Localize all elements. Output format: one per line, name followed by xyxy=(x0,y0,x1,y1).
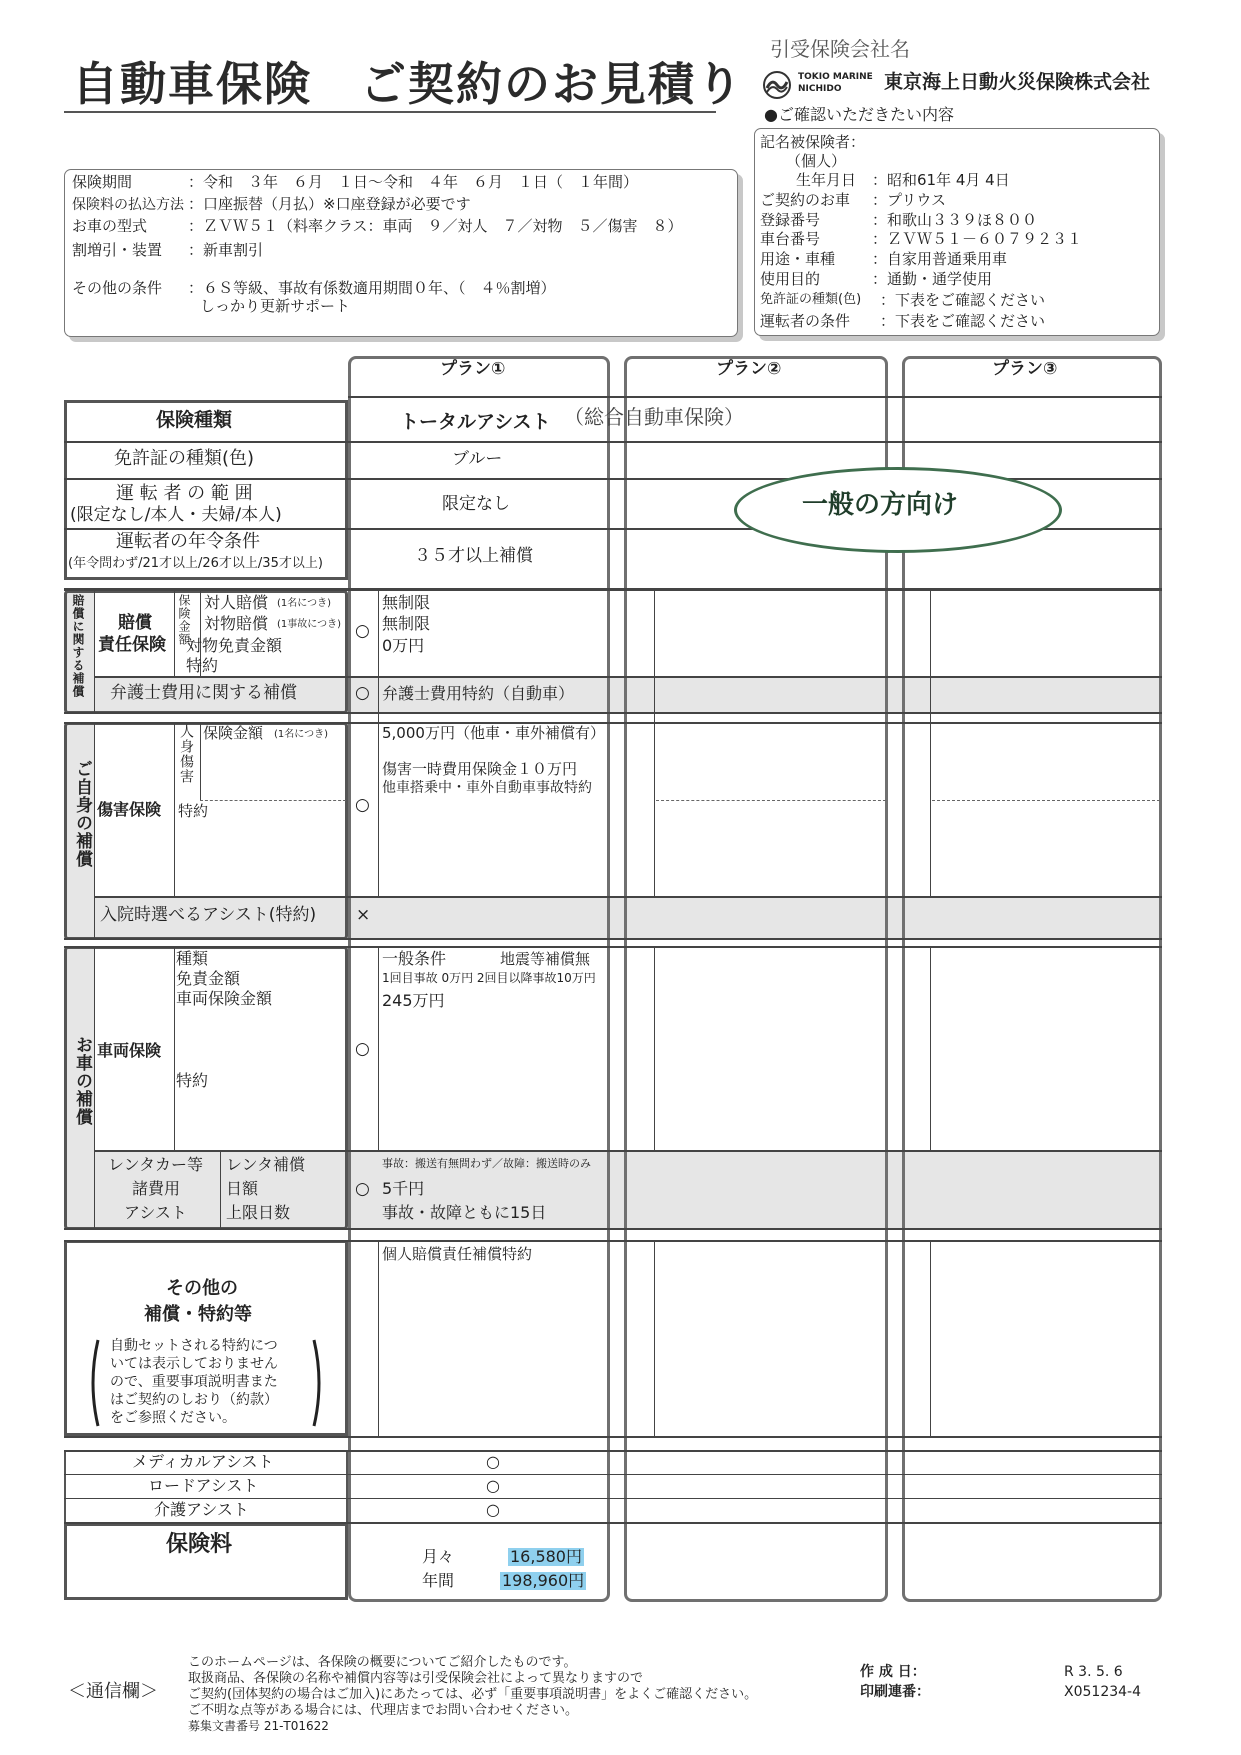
liability-rider-label: 特約 xyxy=(186,656,219,675)
premium-monthly-label: 月々 xyxy=(422,1547,455,1566)
insurance-type-label: 保険種類 xyxy=(156,409,233,431)
insured-name-label: 記名被保険者： xyxy=(760,133,866,151)
table-rule-14 xyxy=(64,1436,1162,1438)
created-label: 作 成 日： xyxy=(860,1664,926,1680)
dashed-divider-1 xyxy=(656,800,886,801)
other-note-line-3: ので、重要事項説明書また xyxy=(110,1374,278,1390)
other-note-line-2: いては表示しておりません xyxy=(110,1356,278,1372)
self-value-1: 5,000万円（他車・車外補償有） xyxy=(382,724,605,742)
comm-label: ＜通信欄＞ xyxy=(68,1681,158,1702)
premium-label: 保険料 xyxy=(166,1532,233,1557)
license-color-value: ブルー xyxy=(452,449,503,469)
purpose-value: ：通勤・通学使用 xyxy=(872,270,993,288)
table-rule-31 xyxy=(654,590,655,896)
driver-range-value: 限定なし xyxy=(442,494,510,514)
chassis-value: ：ＺＶＷ５１－６０７９２３１ xyxy=(872,230,1083,248)
vehicle-value-2: 1回目事故 0万円 2回目以降事故10万円 xyxy=(382,971,596,985)
purpose-label: 使用目的 xyxy=(760,270,821,288)
period-label: 保険期間 xyxy=(72,173,133,191)
other-note-line-4: はご契約のしおり（約款） xyxy=(110,1392,278,1408)
table-rule-17 xyxy=(64,1498,1162,1499)
recruit-number: 募集文書番号 21-T01622 xyxy=(188,1719,329,1733)
lawyer-value: 弁護士費用特約（自動車） xyxy=(382,684,575,703)
model-value: ：ＺＶＷ５１（料率クラス：車両 ９／対人 ７／対物 ５／傷害 ８） xyxy=(188,217,683,235)
liability-name-1: 賠償 xyxy=(118,613,152,633)
driver-age-label-1: 運転者の年令条件 xyxy=(116,531,260,552)
insurer-name: 東京海上日動火災保険株式会社 xyxy=(884,71,1151,93)
driver-range-label-2: (限定なし/本人・夫婦/本人) xyxy=(70,505,282,525)
insured-name-sub: （個人） xyxy=(786,152,847,170)
driver-age-value: ３５才以上補償 xyxy=(414,546,533,566)
other-title-1: その他の xyxy=(166,1278,238,1299)
other-note-line-5: をご参照ください。 xyxy=(110,1410,236,1426)
plan-2-header: プラン② xyxy=(716,359,782,379)
payment-value: ：口座振替（月払）※口座登録が必要です xyxy=(188,195,471,213)
rental-value-1: 事故：搬送有無問わず／故障：搬送時のみ xyxy=(382,1157,591,1170)
birth-label: 生年月日 xyxy=(796,171,857,189)
self-mark: ○ xyxy=(355,795,370,815)
target-stamp-text: 一般の方向け xyxy=(802,490,959,520)
liability-side-label: 賠償に関する補償 xyxy=(71,594,85,698)
license-type-value: ：下表をご確認ください xyxy=(880,291,1046,309)
lawyer-mark: ○ xyxy=(355,683,370,703)
insurance-type-value: トータルアシスト xyxy=(400,411,551,433)
bodily-value: 無制限 xyxy=(382,593,431,612)
table-rule-1 xyxy=(64,441,1162,443)
footer-line-2: 取扱商品、各保険の名称や補償内容等は引受保険会社によって異なりますので xyxy=(188,1671,644,1686)
rental-label-3: アシスト xyxy=(124,1203,187,1222)
table-rule-13 xyxy=(64,1240,1162,1242)
rent-c-label: 上限日数 xyxy=(226,1203,291,1222)
table-rule-12 xyxy=(64,1228,1162,1230)
model-label: お車の型式 xyxy=(72,217,148,235)
premium-annual-value: 198,960円 xyxy=(502,1571,585,1590)
other-title-2: 補償・特約等 xyxy=(144,1304,252,1325)
lawyer-label: 弁護士費用に関する補償 xyxy=(110,683,297,703)
assist-care-label: 介護アシスト xyxy=(154,1500,249,1519)
liability-name-2: 責任保険 xyxy=(98,635,166,655)
table-rule-32 xyxy=(654,946,655,1152)
insurance-type-note: （総合自動車保険） xyxy=(564,405,744,429)
table-rule-24 xyxy=(200,722,201,800)
table-rule-6 xyxy=(64,712,1162,714)
table-rule-9 xyxy=(64,938,1162,940)
table-rule-5 xyxy=(94,676,1162,678)
rent-a-label: レンタ補償 xyxy=(226,1155,305,1174)
other-value-1: ：６Ｓ等級、事故有係数適用期間０年、（ ４％割増） xyxy=(188,279,556,297)
table-rule-23 xyxy=(174,722,175,898)
assist-medical-mark: ○ xyxy=(486,1452,500,1471)
vehicle-side-label: お車の補償 xyxy=(72,1036,92,1126)
tokio-marine-logo-icon xyxy=(762,70,792,100)
birth-value: ：昭和61年 4月 4日 xyxy=(872,171,1010,189)
bodily-label: 対人賠償 xyxy=(204,593,269,612)
rental-value-3: 事故・故障ともに15日 xyxy=(382,1203,547,1222)
plan-3-header: プラン③ xyxy=(992,359,1058,379)
hospital-label: 入院時選べるアシスト(特約) xyxy=(100,905,317,925)
plan-1-header: プラン① xyxy=(440,359,506,379)
logo-text-1: TOKIO MARINE xyxy=(798,72,873,82)
other-value: 個人賠償責任補償特約 xyxy=(382,1245,533,1263)
injury-label: 傷害保険 xyxy=(97,800,162,819)
dashed-divider-2 xyxy=(932,800,1160,801)
hospital-mark: × xyxy=(356,905,371,925)
footer-line-4: ご不明な点等がある場合には、代理店までお問い合わせください。 xyxy=(188,1703,579,1718)
print-label: 印刷連番： xyxy=(860,1684,930,1700)
driver-age-label-2: (年令問わず/21才以上/26才以上/35才以上) xyxy=(68,556,323,571)
print-value: X051234-4 xyxy=(1064,1684,1141,1700)
liability-mark: ○ xyxy=(355,621,370,641)
license-color-label: 免許証の種類(色) xyxy=(114,448,255,469)
table-rule-28 xyxy=(378,590,379,896)
vehicle-deductible-label: 免責金額 xyxy=(176,969,241,988)
self-value-3: 他車搭乗中・車外自動車事故特約 xyxy=(382,780,592,796)
body-injury-label: 人身傷害 xyxy=(178,724,194,784)
table-rule-18 xyxy=(64,1522,1162,1524)
table-rule-19 xyxy=(94,590,95,714)
self-amount-label: 保険金額 xyxy=(203,724,264,742)
assist-care-mark: ○ xyxy=(486,1500,500,1519)
use-label: 用途・車種 xyxy=(760,250,836,268)
other-label: その他の条件 xyxy=(72,279,163,297)
vehicle-value-1: 一般条件 xyxy=(382,949,447,968)
assist-road-mark: ○ xyxy=(486,1476,500,1495)
reg-label: 登録番号 xyxy=(760,211,821,229)
vehicle-value-3: 245万円 xyxy=(382,991,445,1010)
vehicle-label: 車両保険 xyxy=(97,1041,162,1060)
liability-amount-label: 保険金額 xyxy=(177,594,191,646)
table-rule-11 xyxy=(94,1150,1162,1152)
self-value-2: 傷害一時費用保険金１０万円 xyxy=(382,760,578,778)
car-value: ：プリウス xyxy=(872,191,946,209)
table-rule-29 xyxy=(378,946,379,1152)
bodily-note: (1名につき) xyxy=(277,598,331,609)
table-rule-4 xyxy=(64,588,1162,591)
self-side-label: ご自身の補償 xyxy=(72,760,92,868)
property-note: (1事故につき) xyxy=(277,619,341,630)
table-rule-34 xyxy=(930,590,931,896)
vehicle-mark: ○ xyxy=(355,1039,370,1059)
title-underline xyxy=(64,111,716,113)
car-label: ご契約のお車 xyxy=(760,191,851,209)
discount-value: ：新車割引 xyxy=(188,241,264,259)
table-rule-26 xyxy=(174,946,175,1152)
reg-value: ：和歌山３３９ほ８００ xyxy=(872,211,1038,229)
table-rule-10 xyxy=(64,946,1162,948)
table-rule-27 xyxy=(220,1150,221,1230)
period-value: ：令和 ３年 ６月 １日～令和 ４年 ６月 １日（ １年間） xyxy=(188,173,639,191)
other-value-2: しっかり更新サポート xyxy=(200,297,351,315)
driver-cond-value: ：下表をご確認ください xyxy=(880,312,1046,330)
vehicle-rider-label: 特約 xyxy=(176,1071,209,1090)
table-rule-0 xyxy=(348,396,1162,398)
rental-label-2: 諸費用 xyxy=(132,1179,181,1198)
premium-monthly-value: 16,580円 xyxy=(510,1547,582,1566)
logo-text-2: NICHIDO xyxy=(798,84,842,94)
table-rule-33 xyxy=(654,1240,655,1436)
assist-medical-label: メディカルアシスト xyxy=(132,1452,274,1471)
deductible-label: 対物免責金額 xyxy=(186,636,283,655)
driver-range-label-1: 運 転 者 の 範 囲 xyxy=(116,483,253,504)
other-note-line-1: 自動セットされる特約につ xyxy=(110,1338,278,1354)
license-type-label: 免許証の種類(色) xyxy=(760,292,862,307)
chassis-label: 車台番号 xyxy=(760,230,821,248)
table-rule-8 xyxy=(94,896,1162,898)
self-rider-label: 特約 xyxy=(178,802,209,820)
property-label: 対物賠償 xyxy=(204,614,269,633)
premium-annual-label: 年間 xyxy=(422,1571,455,1590)
rent-b-label: 日額 xyxy=(226,1179,259,1198)
discount-label: 割増引・装置 xyxy=(72,241,163,259)
vehicle-value-1b: 地震等補償無 xyxy=(500,950,591,968)
property-value: 無制限 xyxy=(382,614,431,633)
vehicle-kind-label: 種類 xyxy=(176,949,209,968)
vehicle-amount-label: 車両保険金額 xyxy=(176,989,273,1008)
use-value: ：自家用普通乗用車 xyxy=(872,250,1008,268)
payment-label: 保険料の払込方法 xyxy=(72,197,184,213)
assist-road-label: ロードアシスト xyxy=(148,1476,259,1495)
table-rule-30 xyxy=(378,1240,379,1436)
table-rule-36 xyxy=(930,1240,931,1436)
rental-label-1: レンタカー等 xyxy=(108,1155,203,1174)
confirm-heading: ●ご確認いただきたい内容 xyxy=(764,105,954,124)
insurer-label: 引受保険会社名 xyxy=(770,37,910,61)
table-rule-20 xyxy=(174,590,175,678)
self-amount-note: (1名につき) xyxy=(274,729,328,740)
driver-cond-label: 運転者の条件 xyxy=(760,312,851,330)
rental-mark: ○ xyxy=(355,1179,370,1199)
deductible-value: 0万円 xyxy=(382,636,425,655)
page-title: 自動車保険 ご契約のお見積り xyxy=(72,57,744,111)
rental-value-2: 5千円 xyxy=(382,1179,425,1198)
table-rule-16 xyxy=(64,1474,1162,1475)
footer-line-1: このホームページは、各保険の概要についてご紹介したものです。 xyxy=(188,1655,577,1670)
footer-line-3: ご契約(団体契約の場合はご加入)にあたっては、必ず「重要事項説明書」をよくご確認ください。 xyxy=(188,1687,758,1702)
table-rule-35 xyxy=(930,946,931,1152)
dashed-divider-0 xyxy=(200,800,346,801)
created-value: R 3. 5. 6 xyxy=(1064,1664,1123,1680)
